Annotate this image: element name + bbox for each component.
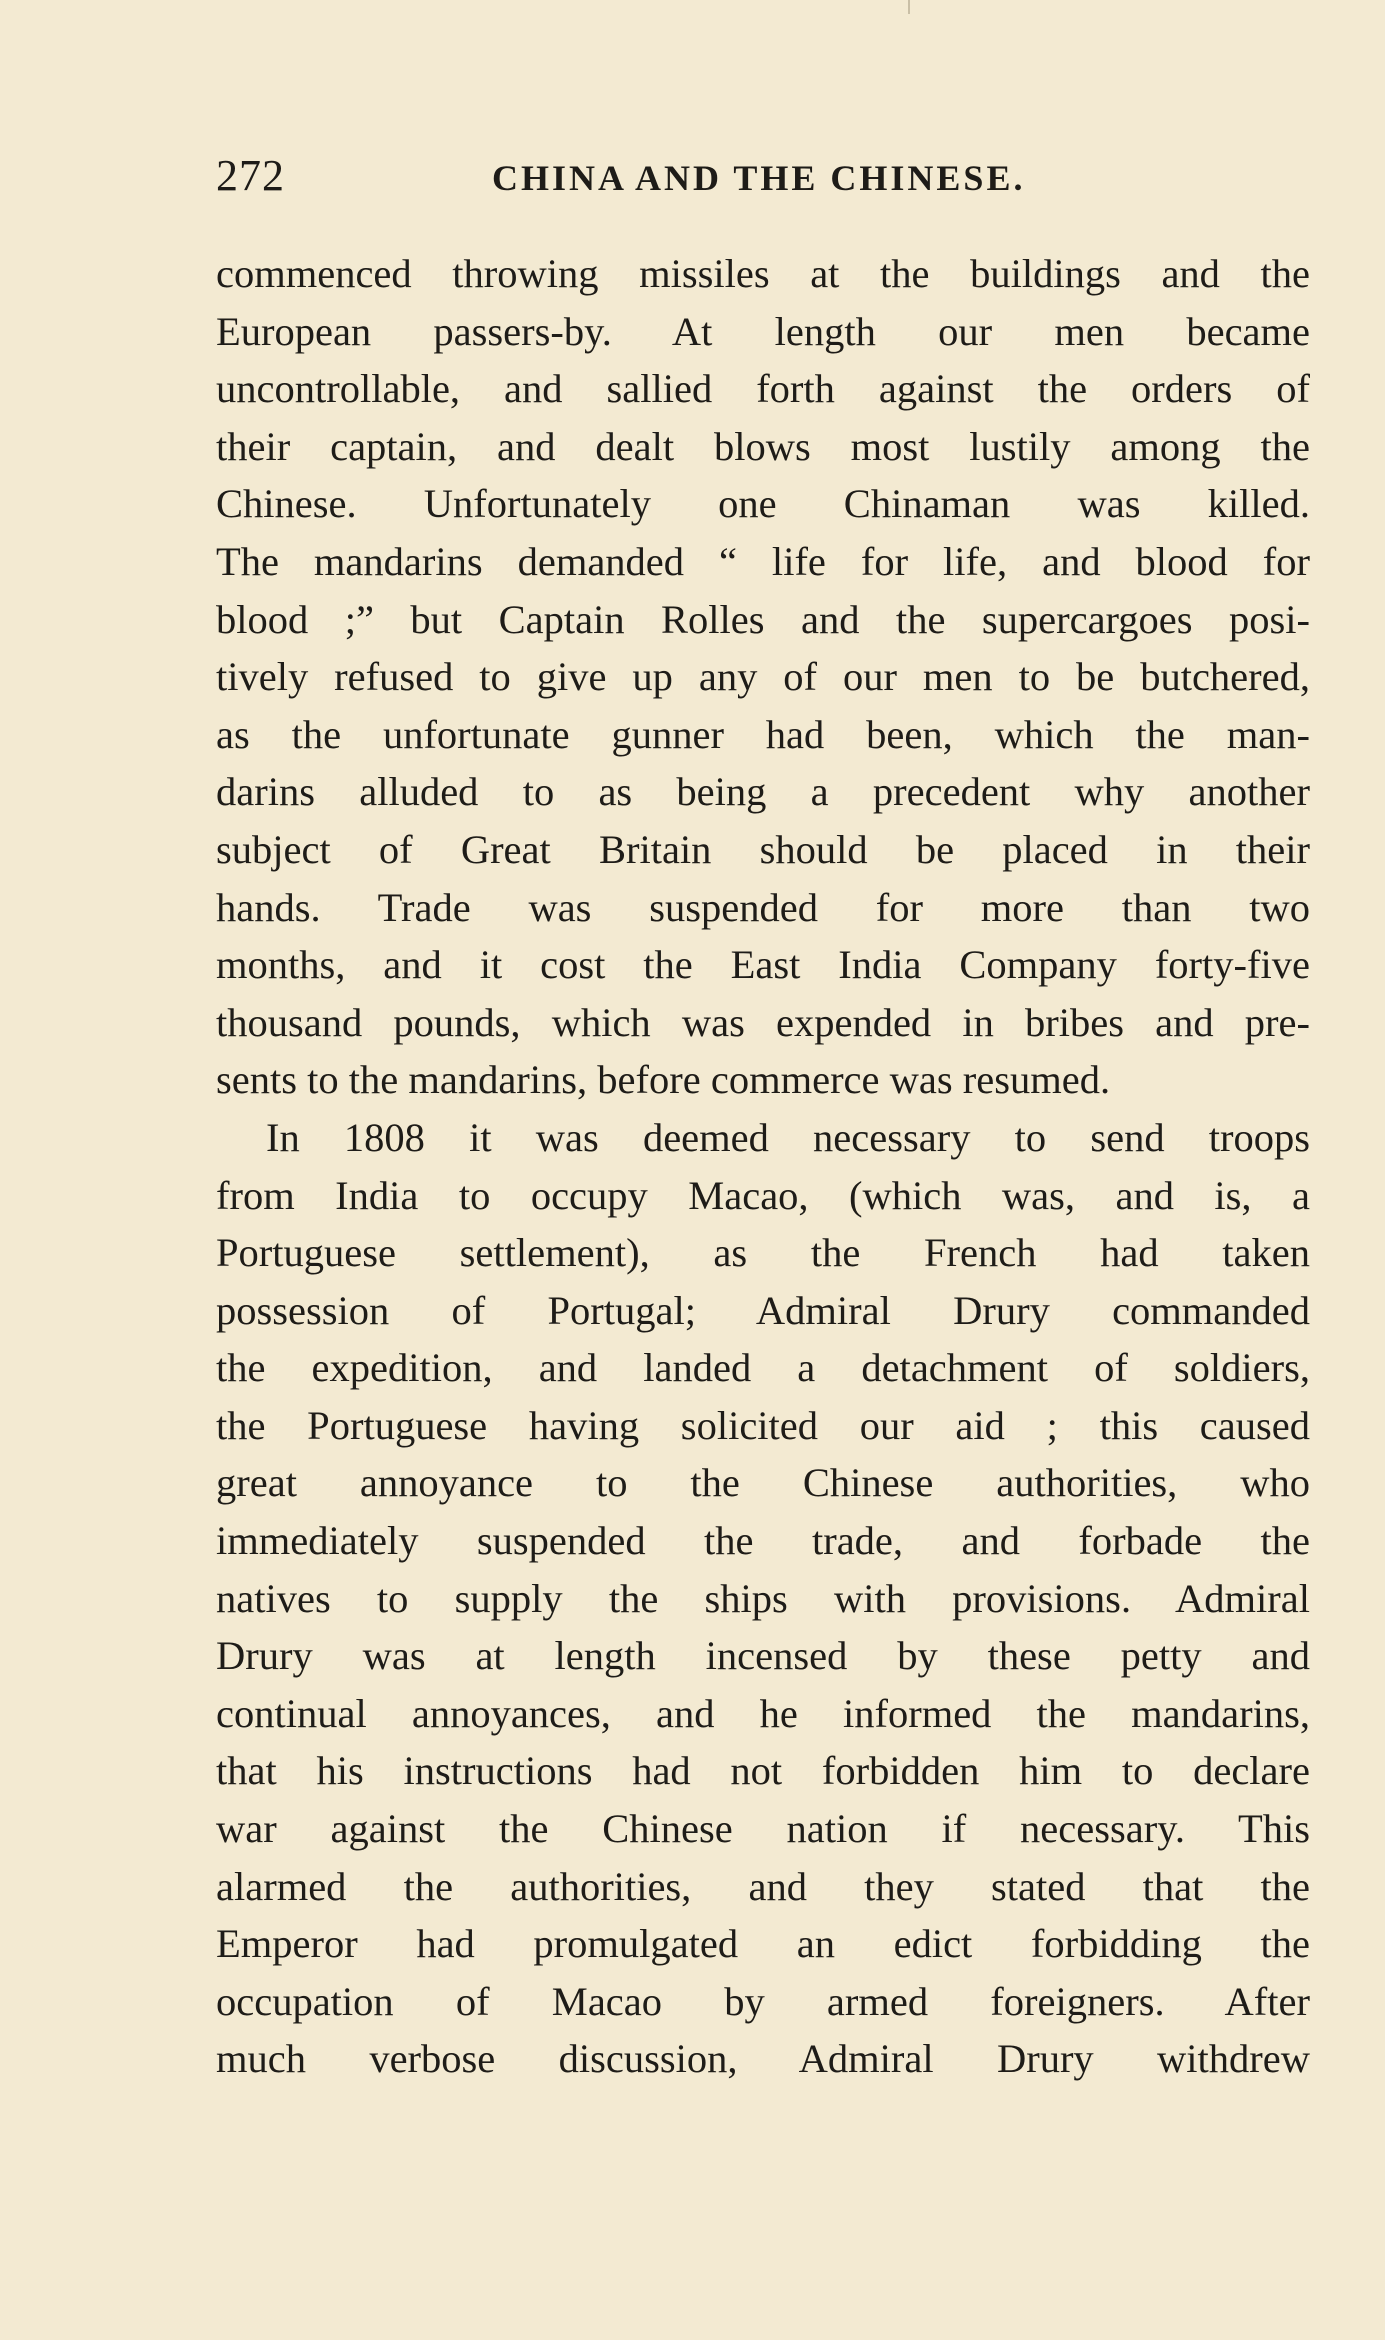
text-line: subject of Great Britain should be placed in their xyxy=(216,826,1310,872)
page-number: 272 xyxy=(216,151,285,200)
text-line: months, and it cost the East India Company forty-five xyxy=(216,942,1310,988)
running-head xyxy=(216,150,1296,210)
text-line: European passers-by. At length our men became xyxy=(216,308,1310,354)
text-line: great annoyance to the Chinese authorities, who xyxy=(216,1460,1310,1506)
text-line: from India to occupy Macao, (which was, and is, a xyxy=(216,1172,1310,1218)
text-line: continual annoyances, and he informed the mandarins, xyxy=(216,1690,1310,1736)
text-line: occupation of Macao by armed foreigners. After xyxy=(216,1978,1310,2024)
text-line: natives to supply the ships with provisions. Admiral xyxy=(216,1575,1310,1621)
text-line: alarmed the authorities, and they stated that the xyxy=(216,1863,1310,1909)
paragraph-start-line: In 1808 it was deemed necessary to send troops xyxy=(266,1114,1310,1160)
text-line: tively refused to give up any of our men to be butchered, xyxy=(216,654,1310,700)
text-line: thousand pounds, which was expended in bribes and pre- xyxy=(216,999,1310,1045)
text-line: The mandarins demanded “ life for life, and blood for xyxy=(216,538,1310,584)
text-line: uncontrollable, and sallied forth against the orders of xyxy=(216,366,1310,412)
text-line: their captain, and dealt blows most lustily among the xyxy=(216,423,1310,469)
text-line: hands. Trade was suspended for more than two xyxy=(216,884,1310,930)
text-line: Chinese. Unfortunately one Chinaman was killed. xyxy=(216,481,1310,527)
text-line: the Portuguese having solicited our aid ; this caused xyxy=(216,1402,1310,1448)
text-line: the expedition, and landed a detachment of soldiers, xyxy=(216,1345,1310,1391)
text-line: as the unfortunate gunner had been, which the man- xyxy=(216,711,1310,757)
text-line: darins alluded to as being a precedent why another xyxy=(216,769,1310,815)
text-line: blood ;” but Captain Rolles and the supercargoes posi- xyxy=(216,596,1310,642)
paper-mark xyxy=(908,0,910,14)
running-title: CHINA AND THE CHINESE. xyxy=(492,158,1026,198)
text-line: immediately suspended the trade, and forbade the xyxy=(216,1518,1310,1564)
body-text xyxy=(216,245,1316,2088)
text-line: Emperor had promulgated an edict forbidding the xyxy=(216,1921,1310,1967)
text-line: possession of Portugal; Admiral Drury commanded xyxy=(216,1287,1310,1333)
text-line: Drury was at length incensed by these petty and xyxy=(216,1633,1310,1679)
text-line: commenced throwing missiles at the buildings and the xyxy=(216,251,1310,296)
text-line: sents to the mandarins, before commerce was resumed. xyxy=(216,1057,1111,1103)
text-line: much verbose discussion, Admiral Drury withdrew xyxy=(216,2036,1310,2082)
text-line: that his instructions had not forbidden him to declare xyxy=(216,1748,1310,1794)
text-line: Portuguese settlement), as the French had taken xyxy=(216,1230,1310,1276)
text-line: war against the Chinese nation if necessary. This xyxy=(216,1806,1310,1852)
